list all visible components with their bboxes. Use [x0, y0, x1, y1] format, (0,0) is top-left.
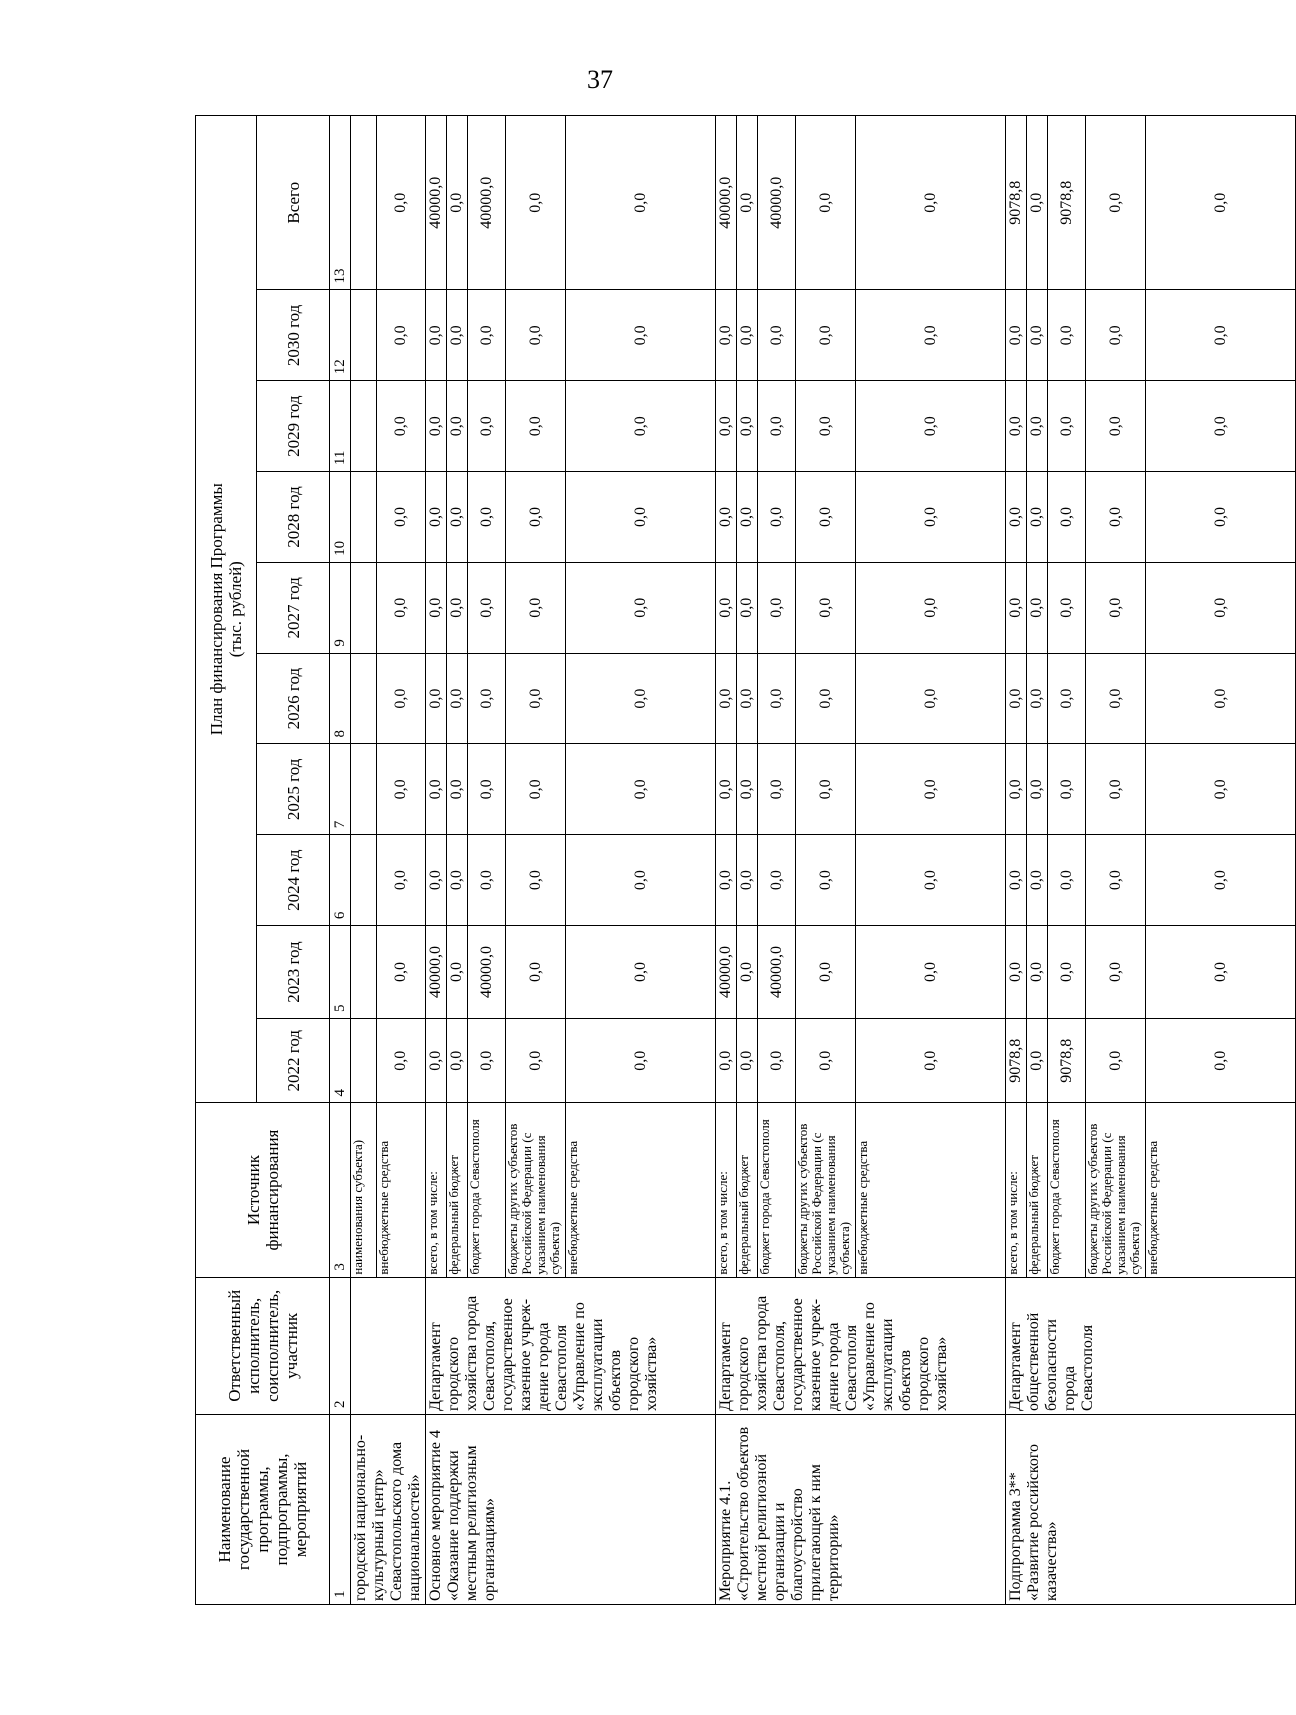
program-name-cell: Основное мероприятие 4 «Оказание поддержки местным религиозным организациям» [426, 1414, 716, 1604]
year-value-cell: 0,0 [758, 835, 796, 926]
year-value-cell: 0,0 [1006, 472, 1027, 563]
year-value-cell: 0,0 [1146, 381, 1296, 472]
year-value-cell: 0,0 [796, 744, 856, 835]
year-value-cell: 0,0 [716, 562, 737, 653]
year-value-cell: 0,0 [856, 1018, 1006, 1102]
year-value-cell: 0,0 [468, 290, 506, 381]
column-index: 6 [330, 835, 351, 926]
year-value-cell: 0,0 [1086, 926, 1146, 1019]
year-value-cell: 0,0 [506, 835, 566, 926]
year-value-cell: 0,0 [468, 835, 506, 926]
total-value-cell: 40000,0 [716, 116, 737, 290]
year-value-cell: 0,0 [426, 290, 447, 381]
year-value-cell: 0,0 [376, 744, 425, 835]
year-value-cell: 0,0 [506, 1018, 566, 1102]
year-value-cell: 0,0 [447, 562, 468, 653]
program-name-cell: Мероприятие 4.1. «Строительство объектов местной религиозной организации и благоустройство прилегающей к ним территории» [716, 1414, 1006, 1604]
total-value-cell: 0,0 [376, 116, 425, 290]
year-value-cell: 0,0 [758, 1018, 796, 1102]
funding-source-cell: внебюджетные средства [856, 1103, 1006, 1277]
responsible-cell: Департамент городского хозяйства города Севастополя, государственное казенное учреж-дение города Севастополя «Управление по эксплуатации объектов городского хозяйства» [716, 1277, 1006, 1414]
header-year: 2029 год [257, 381, 330, 472]
year-value-cell: 0,0 [447, 1018, 468, 1102]
year-value-cell: 0,0 [1006, 835, 1027, 926]
funding-source-cell: всего, в том числе: [716, 1103, 737, 1277]
year-value-cell: 0,0 [468, 562, 506, 653]
total-value-cell: 40000,0 [426, 116, 447, 290]
year-value-cell: 0,0 [468, 744, 506, 835]
year-value-cell: 0,0 [1086, 1018, 1146, 1102]
year-value-cell: 9078,8 [1006, 1018, 1027, 1102]
total-value-cell: 0,0 [737, 116, 758, 290]
year-value-cell: 0,0 [566, 1018, 716, 1102]
year-value-cell: 0,0 [566, 562, 716, 653]
year-value-cell: 0,0 [566, 290, 716, 381]
year-value-cell: 0,0 [856, 381, 1006, 472]
year-value-cell [351, 472, 377, 563]
year-value-cell: 0,0 [506, 926, 566, 1019]
year-value-cell: 0,0 [856, 562, 1006, 653]
year-value-cell: 0,0 [796, 381, 856, 472]
header-year: 2028 год [257, 472, 330, 563]
year-value-cell: 0,0 [447, 381, 468, 472]
year-value-cell [351, 744, 377, 835]
funding-source-cell: всего, в том числе: [426, 1103, 447, 1277]
column-index: 10 [330, 472, 351, 563]
funding-source-cell: наименования субъекта) [351, 1103, 377, 1277]
year-value-cell: 0,0 [796, 926, 856, 1019]
year-value-cell: 0,0 [426, 472, 447, 563]
year-value-cell: 0,0 [737, 744, 758, 835]
year-value-cell: 0,0 [1146, 472, 1296, 563]
year-value-cell: 0,0 [506, 381, 566, 472]
header-year: 2026 год [257, 653, 330, 744]
total-value-cell: 0,0 [566, 116, 716, 290]
year-value-cell [351, 562, 377, 653]
year-value-cell: 0,0 [1006, 562, 1027, 653]
year-value-cell: 0,0 [1006, 381, 1027, 472]
year-value-cell: 0,0 [1048, 926, 1086, 1019]
year-value-cell: 0,0 [426, 744, 447, 835]
year-value-cell: 0,0 [447, 653, 468, 744]
column-index: 7 [330, 744, 351, 835]
year-value-cell: 0,0 [1006, 653, 1027, 744]
year-value-cell: 0,0 [566, 926, 716, 1019]
year-value-cell: 0,0 [506, 472, 566, 563]
header-plan-title: План финансирования Программы (тыс. рублей) [196, 116, 257, 1103]
column-index-row [330, 116, 351, 1605]
year-value-cell: 0,0 [796, 562, 856, 653]
year-value-cell: 0,0 [426, 1018, 447, 1102]
year-value-cell: 0,0 [796, 835, 856, 926]
year-value-cell: 0,0 [856, 472, 1006, 563]
header-name: Наименование государственной программы, подпрограммы, мероприятий [196, 1414, 330, 1604]
year-value-cell: 0,0 [376, 926, 425, 1019]
year-value-cell: 0,0 [856, 653, 1006, 744]
total-value-cell: 0,0 [1027, 116, 1048, 290]
year-value-cell: 0,0 [758, 562, 796, 653]
header-year: 2027 год [257, 562, 330, 653]
year-value-cell [351, 653, 377, 744]
header-year: 2025 год [257, 744, 330, 835]
responsible-cell: Департамент общественной безопасности города Севастополя [1006, 1277, 1296, 1414]
year-value-cell: 0,0 [1086, 835, 1146, 926]
year-value-cell [351, 835, 377, 926]
year-value-cell: 0,0 [468, 653, 506, 744]
year-value-cell: 0,0 [1146, 744, 1296, 835]
year-value-cell [351, 1018, 377, 1102]
year-value-cell: 0,0 [447, 744, 468, 835]
year-value-cell: 0,0 [737, 472, 758, 563]
year-value-cell: 0,0 [716, 290, 737, 381]
year-value-cell: 0,0 [716, 835, 737, 926]
year-value-cell: 0,0 [1027, 290, 1048, 381]
year-value-cell: 0,0 [737, 835, 758, 926]
total-value-cell: 40000,0 [468, 116, 506, 290]
funding-source-cell: федеральный бюджет [447, 1103, 468, 1277]
column-index: 13 [330, 116, 351, 290]
year-value-cell: 0,0 [426, 653, 447, 744]
year-value-cell: 0,0 [566, 835, 716, 926]
year-value-cell: 0,0 [1086, 381, 1146, 472]
year-value-cell: 0,0 [1048, 472, 1086, 563]
year-value-cell: 0,0 [1006, 926, 1027, 1019]
year-value-cell: 0,0 [1027, 562, 1048, 653]
year-value-cell: 0,0 [1027, 835, 1048, 926]
year-value-cell: 0,0 [566, 744, 716, 835]
rotated-table-container [195, 115, 1229, 1605]
table-row [716, 116, 737, 1605]
year-value-cell: 0,0 [1027, 1018, 1048, 1102]
total-value-cell: 0,0 [1146, 116, 1296, 290]
year-value-cell: 0,0 [1027, 926, 1048, 1019]
year-value-cell: 0,0 [796, 290, 856, 381]
year-value-cell: 0,0 [856, 744, 1006, 835]
header-year: 2023 год [257, 926, 330, 1019]
year-value-cell: 0,0 [1048, 290, 1086, 381]
year-value-cell: 0,0 [566, 472, 716, 563]
funding-source-cell: всего, в том числе: [1006, 1103, 1027, 1277]
total-value-cell: 0,0 [1086, 116, 1146, 290]
year-value-cell: 0,0 [758, 381, 796, 472]
year-value-cell: 0,0 [1086, 472, 1146, 563]
year-value-cell: 0,0 [737, 381, 758, 472]
header-total: Всего [257, 116, 330, 290]
header-responsible: Ответственный исполнитель, соисполнитель, участник [196, 1277, 330, 1414]
financing-table [195, 115, 1296, 1605]
table-row [1006, 116, 1027, 1605]
funding-source-cell: бюджет города Севастополя [1048, 1103, 1086, 1277]
column-index: 9 [330, 562, 351, 653]
year-value-cell: 0,0 [506, 290, 566, 381]
year-value-cell [351, 290, 377, 381]
year-value-cell: 0,0 [506, 653, 566, 744]
year-value-cell: 0,0 [506, 744, 566, 835]
responsible-cell: Департамент городского хозяйства города Севастополя, государственное казенное учреж-дение города Севастополя «Управление по эксплуатации объектов городского хозяйства» [426, 1277, 716, 1414]
header-source: Источник финансирования [196, 1103, 330, 1277]
year-value-cell: 0,0 [1146, 835, 1296, 926]
year-value-cell: 0,0 [376, 472, 425, 563]
year-value-cell: 0,0 [376, 653, 425, 744]
column-index: 8 [330, 653, 351, 744]
total-value-cell: 9078,8 [1006, 116, 1027, 290]
responsible-cell [351, 1277, 426, 1414]
year-value-cell: 0,0 [1027, 653, 1048, 744]
year-value-cell: 0,0 [506, 562, 566, 653]
funding-source-cell: бюджеты других субъектов Российской Федерации (с указанием наименования субъекта) [1086, 1103, 1146, 1277]
year-value-cell: 0,0 [468, 1018, 506, 1102]
program-name-cell: городской национально-культурный центр» Севастопольского дома национальностей» [351, 1414, 426, 1604]
year-value-cell: 0,0 [1086, 562, 1146, 653]
year-value-cell: 0,0 [376, 562, 425, 653]
year-value-cell: 0,0 [1146, 1018, 1296, 1102]
year-value-cell: 0,0 [1048, 381, 1086, 472]
year-value-cell: 40000,0 [426, 926, 447, 1019]
year-value-cell: 0,0 [1048, 562, 1086, 653]
year-value-cell: 0,0 [426, 835, 447, 926]
year-value-cell: 0,0 [1006, 290, 1027, 381]
year-value-cell: 0,0 [1146, 926, 1296, 1019]
column-index: 4 [330, 1018, 351, 1102]
table-body [351, 116, 1296, 1605]
year-value-cell: 0,0 [758, 290, 796, 381]
year-value-cell: 0,0 [1146, 290, 1296, 381]
header-year: 2024 год [257, 835, 330, 926]
year-value-cell: 0,0 [1048, 835, 1086, 926]
year-value-cell: 0,0 [758, 472, 796, 563]
column-index: 1 [330, 1414, 351, 1604]
funding-source-cell: федеральный бюджет [1027, 1103, 1048, 1277]
year-value-cell: 0,0 [1086, 290, 1146, 381]
year-value-cell: 0,0 [426, 381, 447, 472]
funding-source-cell: внебюджетные средства [376, 1103, 425, 1277]
year-value-cell: 0,0 [737, 1018, 758, 1102]
header-year: 2022 год [257, 1018, 330, 1102]
year-value-cell: 0,0 [1048, 744, 1086, 835]
funding-source-cell: бюджет города Севастополя [468, 1103, 506, 1277]
year-value-cell: 0,0 [796, 653, 856, 744]
year-value-cell: 0,0 [1086, 653, 1146, 744]
year-value-cell: 0,0 [1146, 562, 1296, 653]
program-name-cell: Подпрограмма 3** «Развитие российского казачества» [1006, 1414, 1296, 1604]
year-value-cell: 0,0 [796, 472, 856, 563]
column-index: 2 [330, 1277, 351, 1414]
year-value-cell: 0,0 [1027, 744, 1048, 835]
total-value-cell: 40000,0 [758, 116, 796, 290]
column-index: 5 [330, 926, 351, 1019]
table-row [351, 116, 377, 1605]
year-value-cell: 0,0 [376, 290, 425, 381]
year-value-cell: 0,0 [1048, 653, 1086, 744]
funding-source-cell: внебюджетные средства [566, 1103, 716, 1277]
year-value-cell: 0,0 [1086, 744, 1146, 835]
total-value-cell: 0,0 [796, 116, 856, 290]
year-value-cell: 0,0 [716, 472, 737, 563]
year-value-cell: 0,0 [716, 744, 737, 835]
year-value-cell: 0,0 [856, 835, 1006, 926]
total-value-cell: 0,0 [447, 116, 468, 290]
year-value-cell: 0,0 [566, 653, 716, 744]
year-value-cell [351, 926, 377, 1019]
header-year: 2030 год [257, 290, 330, 381]
year-value-cell: 0,0 [758, 653, 796, 744]
year-value-cell [351, 381, 377, 472]
funding-source-cell: бюджет города Севастополя [758, 1103, 796, 1277]
column-index: 3 [330, 1103, 351, 1277]
funding-source-cell: внебюджетные средства [1146, 1103, 1296, 1277]
year-value-cell: 0,0 [758, 744, 796, 835]
year-value-cell: 0,0 [566, 381, 716, 472]
year-value-cell: 0,0 [1006, 744, 1027, 835]
year-value-cell: 0,0 [468, 381, 506, 472]
year-value-cell: 40000,0 [716, 926, 737, 1019]
year-value-cell: 40000,0 [468, 926, 506, 1019]
year-value-cell: 9078,8 [1048, 1018, 1086, 1102]
year-value-cell: 0,0 [447, 472, 468, 563]
year-value-cell: 0,0 [376, 381, 425, 472]
year-value-cell: 0,0 [856, 290, 1006, 381]
year-value-cell: 0,0 [468, 472, 506, 563]
year-value-cell: 0,0 [716, 653, 737, 744]
year-value-cell: 0,0 [737, 926, 758, 1019]
page-number: 37 [587, 65, 613, 94]
table-row [426, 116, 447, 1605]
funding-source-cell: федеральный бюджет [737, 1103, 758, 1277]
year-value-cell: 0,0 [737, 562, 758, 653]
year-value-cell: 0,0 [737, 290, 758, 381]
year-value-cell: 0,0 [856, 926, 1006, 1019]
total-value-cell: 0,0 [506, 116, 566, 290]
year-value-cell: 0,0 [376, 1018, 425, 1102]
year-value-cell: 0,0 [426, 562, 447, 653]
year-value-cell: 0,0 [1146, 653, 1296, 744]
year-value-cell: 0,0 [447, 835, 468, 926]
funding-source-cell: бюджеты других субъектов Российской Федерации (с указанием наименования субъекта) [796, 1103, 856, 1277]
total-value-cell: 0,0 [856, 116, 1006, 290]
year-value-cell: 0,0 [716, 1018, 737, 1102]
column-index: 12 [330, 290, 351, 381]
year-value-cell: 40000,0 [758, 926, 796, 1019]
year-value-cell: 0,0 [447, 290, 468, 381]
year-value-cell: 0,0 [796, 1018, 856, 1102]
year-value-cell: 0,0 [1027, 472, 1048, 563]
year-value-cell: 0,0 [1027, 381, 1048, 472]
year-value-cell: 0,0 [737, 653, 758, 744]
total-value-cell: 9078,8 [1048, 116, 1086, 290]
year-value-cell: 0,0 [447, 926, 468, 1019]
year-value-cell: 0,0 [716, 381, 737, 472]
column-index: 11 [330, 381, 351, 472]
total-value-cell [351, 116, 377, 290]
funding-source-cell: бюджеты других субъектов Российской Федерации (с указанием наименования субъекта) [506, 1103, 566, 1277]
year-value-cell: 0,0 [376, 835, 425, 926]
